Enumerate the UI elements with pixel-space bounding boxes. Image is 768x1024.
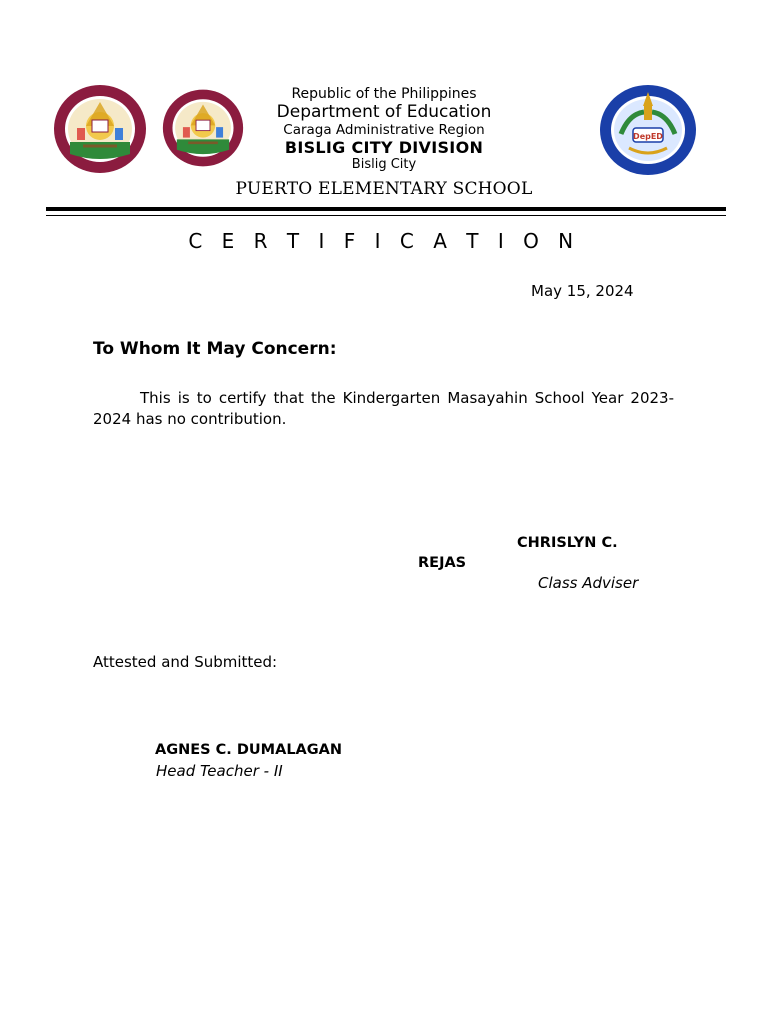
certification-body: This is to certify that the Kindergarten Masayahin School Year 2023-2024 has no contribution.: [93, 389, 674, 428]
department-line: Department of Education: [276, 102, 492, 122]
adviser-name-last: REJAS: [418, 555, 467, 571]
division-line: BISLIG CITY DIVISION: [284, 138, 484, 157]
salutation: To Whom It May Concern:: [93, 339, 337, 359]
attested-label: Attested and Submitted:: [93, 653, 278, 671]
header-divider-thin: [46, 215, 726, 216]
adviser-role: Class Adviser: [538, 574, 639, 592]
header-divider-thick: [46, 207, 726, 211]
svg-text:DepED: DepED: [633, 132, 663, 141]
school-name: PUERTO ELEMENTARY SCHOOL: [235, 179, 533, 199]
document-date: May 15, 2024: [531, 282, 634, 300]
head-teacher-name: AGNES C. DUMALAGAN: [155, 742, 343, 758]
republic-line: Republic of the Philippines: [291, 86, 477, 102]
document-title: C E R T I F I C A T I O N: [188, 229, 580, 253]
head-teacher-role: Head Teacher - II: [156, 762, 283, 780]
city-line: Bislig City: [351, 157, 417, 172]
adviser-name-first: CHRISLYN C.: [517, 535, 618, 551]
region-line: Caraga Administrative Region: [283, 122, 485, 138]
